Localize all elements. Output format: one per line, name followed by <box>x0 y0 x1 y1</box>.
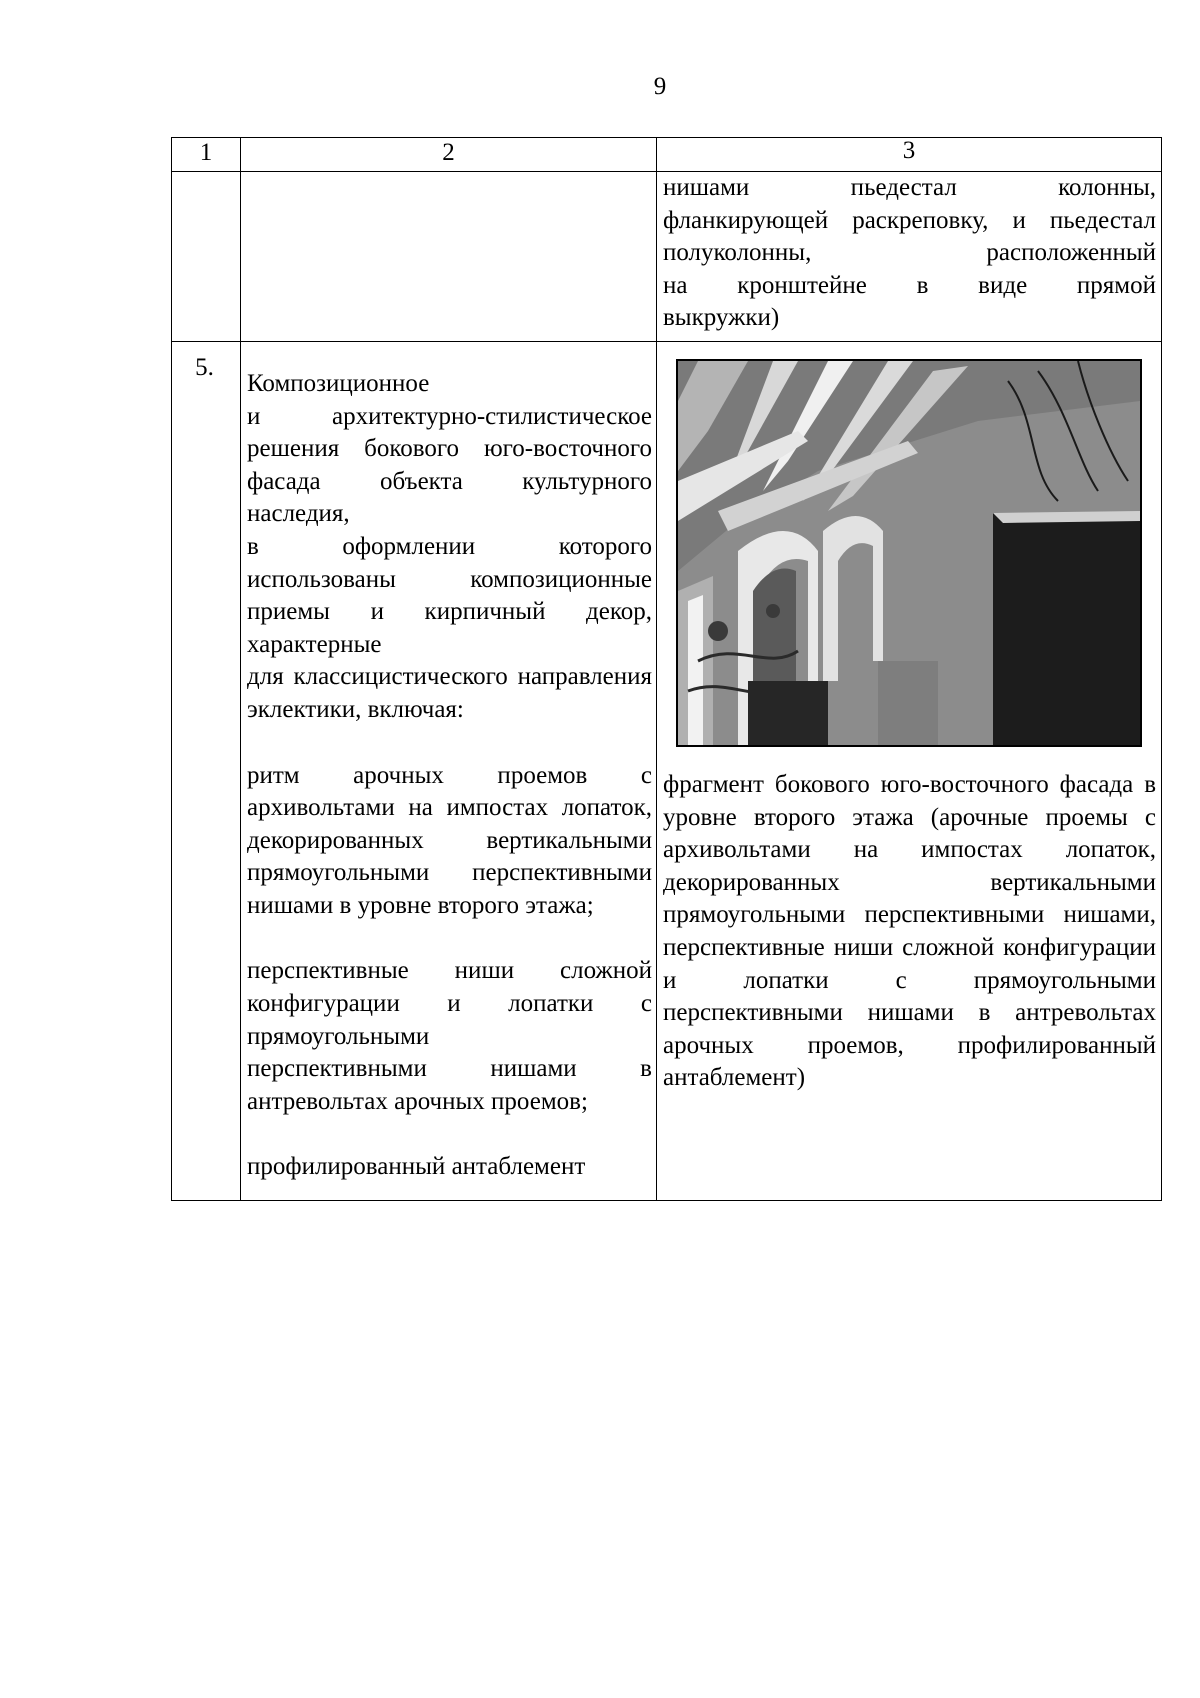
feature-item: перспективными нишами в антревольтах арочных проемов; <box>247 1055 652 1115</box>
feature-item: профилированный антаблемент <box>247 1153 586 1181</box>
heritage-table <box>171 137 1162 1201</box>
description-paragraph: для классицистического направления эклектики, включая: <box>247 663 652 723</box>
continuation-col-1 <box>172 172 241 342</box>
continuation-line: выкружки) <box>663 304 780 332</box>
description-line: Композиционное <box>247 369 430 397</box>
continuation-line: на кронштейне в виде прямой <box>663 271 1156 299</box>
photo-caption: фрагмент бокового юго-восточного фасада в уровне второго этажа (арочные проемы с архивольтами на импостах лопаток, декорированных вертикальными прямоугольными перспективными нишами, перспективные ниши сложной конфигурации и лопатки с прямоугольными перспективными нишами в антревольтах арочных проемов, профилированный антаблемент) <box>663 770 1156 1092</box>
continuation-line: нишами пьедестал колонны, <box>663 174 1156 201</box>
row-number: 5. <box>195 353 214 381</box>
table-header-row <box>172 138 1162 172</box>
header-col-3: 3 <box>657 138 1162 172</box>
row5-illustration-cell <box>657 341 1162 1200</box>
continuation-line: фланкирующей раскреповку, и пьедестал <box>663 206 1156 234</box>
description-paragraph: и архитектурно-стилистическое решения бокового юго-восточного фасада объекта культурного наследия, <box>247 402 652 528</box>
facade-photo <box>676 359 1142 747</box>
continuation-col-2 <box>241 172 657 342</box>
table-row-continuation <box>172 172 1162 342</box>
facade-photo-icon <box>678 361 1140 745</box>
table-row-5 <box>172 341 1162 1200</box>
page-number: 9 <box>653 73 667 100</box>
header-col-2: 2 <box>241 138 657 172</box>
description-paragraph: в оформлении которого использованы композиционные приемы и кирпичный декор, характерные <box>247 532 652 658</box>
header-col-1: 1 <box>172 138 241 172</box>
feature-item: ритм арочных проемов с архивольтами на импостах лопаток, декорированных вертикальными прямоугольными перспективными нишами в уровне второго этажа; <box>247 761 652 919</box>
row5-description-cell <box>241 341 657 1200</box>
row-number-cell <box>172 341 241 1200</box>
feature-item: перспективные ниши сложной конфигурации и лопатки с прямоугольными <box>247 957 652 1050</box>
continuation-col-3 <box>657 172 1162 342</box>
continuation-line: полуколонны, расположенный <box>663 239 1156 267</box>
